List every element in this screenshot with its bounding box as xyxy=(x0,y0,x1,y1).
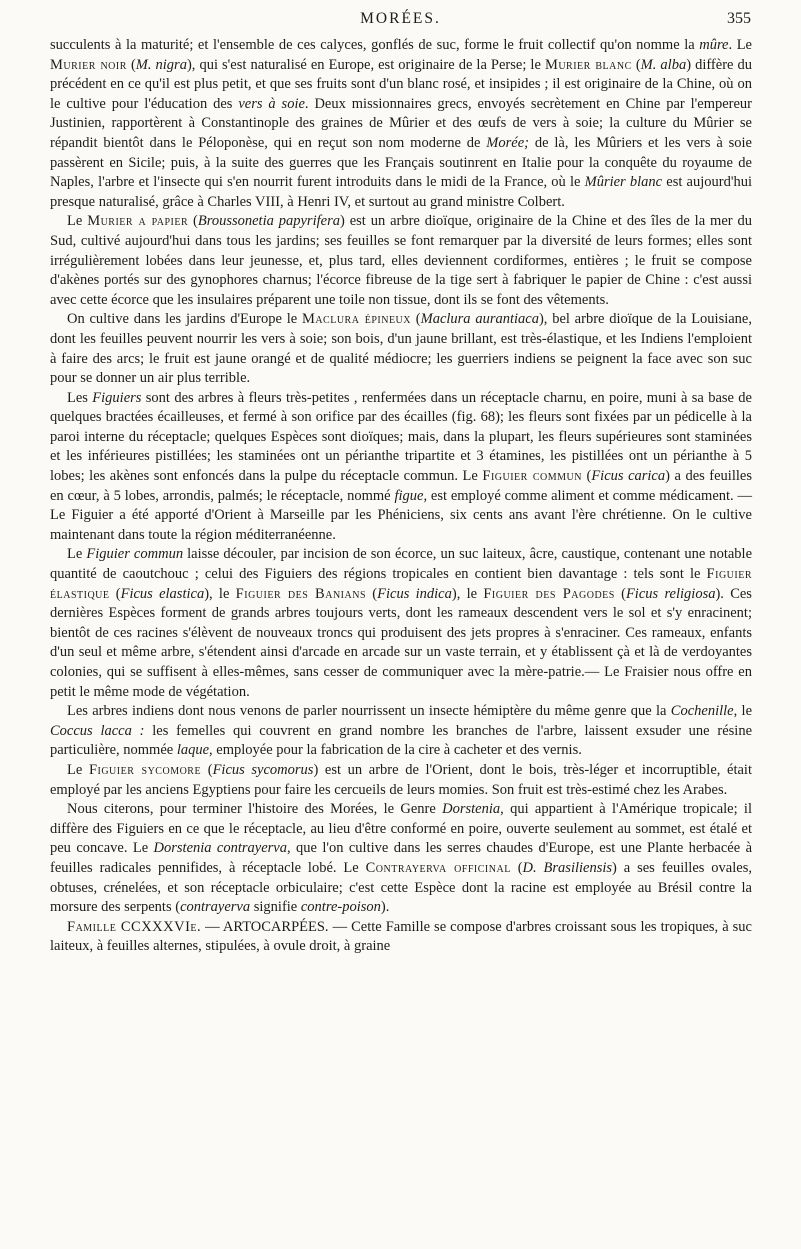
text-run: est aujourd'hui presque naturalisé, grâce à Charles VIII, à Henri IV, et surtout au grand ministre Colbert. xyxy=(50,174,752,210)
italic-run: M. nigra xyxy=(135,56,187,73)
text-run: Nous citerons, pour terminer l'histoire des Morées, le Genre xyxy=(67,801,443,818)
text-run: signifie xyxy=(250,899,301,916)
running-title: MORÉES. xyxy=(360,10,441,27)
text-run: ( xyxy=(581,468,592,485)
italic-run: mûre xyxy=(699,37,729,53)
text-run: . Deux missionnaires grecs, envoyés secrètement en Chine par l'empereur Justinien, rapportèrent à Constantinople des graines de Mûrier et des œufs de vers à soie; la culture du Mûrier se répandit bientôt dans le Péloponèse, qui en reçut son nom moderne de xyxy=(50,95,752,151)
paragraph xyxy=(50,761,752,800)
text-run: ( xyxy=(510,859,523,876)
text-run: On cultive dans les jardins d'Europe le xyxy=(67,311,302,328)
text-run: Les arbres indiens dont nous venons de parler nourrissent un insecte hémiptère du même genre que la xyxy=(67,703,671,720)
italic-run: Ficus indica xyxy=(377,585,452,602)
text-run: , employée pour la fabrication de la cire à cacheter et des vernis. xyxy=(209,742,582,759)
text-run: ( xyxy=(614,585,626,602)
text-run: , le xyxy=(733,703,752,720)
small-caps-run: Contrayerva officinal xyxy=(365,859,511,876)
text-run: ), qui s'est naturalisé en Europe, est originaire de la Perse; le xyxy=(186,56,545,73)
text-run: ( xyxy=(188,213,198,230)
italic-run: Dorstenia xyxy=(442,801,501,818)
text-run: ( xyxy=(366,585,378,602)
text-run: laisse découler, par incision de son écorce, un suc laiteux, âcre, caustique, contenant une notable quantité de caoutchouc ; celui des Figuiers des régions tropicales en contient bien davantage : tels sont le xyxy=(50,546,753,583)
text-run: , qui appartient à l'Amérique tropicale; il diffère des Figuiers en ce que le réceptacle, au lieu d'être conformé en poire, ouverte seulement au sommet, est étalé et peu concave. Le xyxy=(50,801,752,857)
small-caps-run: Figuier des Banians xyxy=(235,585,367,602)
paragraph xyxy=(50,36,752,212)
text-run: . Le xyxy=(728,37,752,53)
italic-run: Ficus elastica xyxy=(120,585,205,602)
italic-run: Ficus religiosa xyxy=(625,585,716,602)
text-run: ) diffère du précédent en ce qu'il est plus petit, et que ses fruits sont d'un blanc rosé, et insipides ; il est originaire de la Chine, où on le cultive pour l'éducation des xyxy=(50,56,752,112)
text-run: , que l'on cultive dans les serres chaudes d'Europe, est une Plante herbacée à feuilles radicales pennifides, à réceptacle lobé. Le xyxy=(50,840,752,876)
italic-run: M. alba xyxy=(640,56,687,73)
small-caps-run: Figuier des Pagodes xyxy=(483,585,615,602)
italic-run: Figuiers xyxy=(92,389,142,406)
text-run: ). Ces dernières Espèces forment de grands arbres toujours verts, dont les rameaux descendent vers le sol et s'y enracinent; bientôt de ces racines s'élèvent de nouveaux troncs qui produisent des jets propres à s'enraciner. Ces rameaux, enfants d'un seul et même arbre, s'étendent ainsi d'arcade en arcade sur un vaste terrain, et y établissent çà et là de verdoyantes colonies, qui se suffisent à elles-mêmes, sans cesser de communiquer avec la mère-patrie.— Le Fraisier nous offre en petit le même mode de végétation. xyxy=(50,585,752,700)
text-run: ) a des feuilles en cœur, à 5 lobes, arrondis, palmés; le réceptacle, nommé xyxy=(50,468,752,504)
italic-run: Broussonetia papyrifera xyxy=(197,213,340,230)
italic-run: Cochenille xyxy=(670,703,734,720)
paragraph xyxy=(50,918,752,957)
text-run: , est employé comme aliment et comme médicament. — Le Figuier a été apporté d'Orient à Marseille par les Phéniciens, six cents ans avant l'ère chrétienne. On le cultive maintenant dans toute la région méditerranéenne. xyxy=(50,487,752,543)
text-run: Le xyxy=(67,213,88,230)
text-run: ( xyxy=(126,56,136,73)
italic-run: Morée; xyxy=(486,134,529,151)
text-run: Le xyxy=(67,546,87,563)
text-run: — ARTOCARPÉES. — Cette Famille se compose d'arbres croissant sous les tropiques, à suc laiteux, à feuilles alternes, stipulées, à ovule droit, à graine xyxy=(50,918,752,955)
text-run: ), bel arbre dioïque de la Louisiane, dont les feuilles peuvent nourrir les vers à soie; son bois, d'un jaune brillant, est très-élastique, et les Indiens l'emploient à faire des arcs; le fruit est jaune orangé et de qualité médiocre; les guerriers indiens se peignent la face avec son suc pour se donner un air plus terrible. xyxy=(50,311,752,387)
text-run: ) est un arbre de l'Orient, dont le bois, très-léger et incorruptible, était employé par les anciens Egyptiens pour faire les cercueils de leurs momies. Son fruit est très-estimé chez les Arabes. xyxy=(50,761,752,798)
italic-run: vers à soie xyxy=(238,95,305,112)
italic-run: contre-poison xyxy=(300,899,381,916)
small-caps-run: Murier a papier xyxy=(87,213,189,230)
text-run: sont des arbres à fleurs très-petites , renfermées dans un réceptacle charnu, en poire, muni à sa base de quelques bractées écailleuses, et fermé à son orifice par des écailles (fig. 68); les fleurs sont fixées par un pédicelle à la paroi interne du réceptacle; quelques Espèces sont dioïques; mais, dans la plupart, les fleurs supérieures sont staminées et les inférieures pistillées; les staminées ont un périanthe tripartite et 3 étamines, les pistillées ont un périanthe à 5 lobes; les akènes sont enfoncés dans la pulpe du réceptacle commun. Le xyxy=(50,389,752,485)
paragraph xyxy=(50,545,752,702)
text-run: ). xyxy=(380,899,390,916)
small-caps-run: Famille CCXXXVIe. xyxy=(67,918,202,935)
text-run: ( xyxy=(411,311,421,328)
paragraph xyxy=(50,800,752,918)
italic-run: Maclura aurantiaca xyxy=(420,311,539,328)
italic-run: contrayerva xyxy=(180,899,251,916)
text-run: ) a ses feuilles ovales, obtuses, crénelées, et son réceptacle orbiculaire; c'est cette Espèce dont la racine est employée au Brésil contre la morsure des serpents ( xyxy=(50,859,752,916)
small-caps-run: Figuier sycomore xyxy=(88,761,202,778)
text-run: ( xyxy=(201,761,213,778)
paragraph xyxy=(50,702,752,761)
small-caps-run: Murier noir xyxy=(50,56,127,73)
italic-run: Figuier commun xyxy=(86,546,184,563)
text-run: ), le xyxy=(451,585,484,602)
text-run: les femelles qui couvrent en grand nombre les branches de l'arbre, laissent exsuder une résine particulière, nommée xyxy=(50,722,753,759)
text-run: ( xyxy=(631,56,641,73)
small-caps-run: Figuier élastique xyxy=(50,566,752,602)
italic-run: Dorstenia contrayerva xyxy=(153,840,287,857)
text-run: ) est un arbre dioïque, originaire de la Chine et des îles de la mer du Sud, cultivé aujourd'hui dans tous les jardins; ses feuilles se font remarquer par la diversité de leurs formes; elles sont irrégulièrement lobées dans leur jeunesse, et, plus tard, elles deviennent cordiformes, entières ; le fruit se compose d'akènes portés sur des gynophores charnus; l'écorce fibreuse de la tige sert à fabriquer le papier de Chine : c'est aussi avec cette écorce que les insulaires préparent une toile non tissue, dont ils se font des vêtements. xyxy=(50,213,752,308)
text-run: succulents à la maturité; et l'ensemble de ces calyces, gonflés de suc, forme le fruit collectif qu'on nomme la xyxy=(50,37,700,53)
body-text xyxy=(50,36,752,957)
text-run: Le xyxy=(67,761,89,778)
italic-run: Coccus lacca : xyxy=(50,722,145,739)
italic-run: Mûrier blanc xyxy=(584,174,663,191)
small-caps-run: Maclura épineux xyxy=(301,311,411,328)
italic-run: figue xyxy=(394,487,424,504)
page-header xyxy=(50,4,751,32)
italic-run: laque xyxy=(176,742,210,759)
text-run: Les xyxy=(67,389,93,406)
text-run: de là, les Mûriers et les vers à soie passèrent en Sicile; puis, à la suite des guerres que les Français soutinrent en Italie pour la conquête du royaume de Naples, l'arbre et l'insecte qui s'en nourrit furent introduits dans le midi de la France, où le xyxy=(50,134,752,191)
small-caps-run: Figuier commun xyxy=(482,468,582,485)
italic-run: D. Brasiliensis xyxy=(522,859,613,876)
paragraph xyxy=(50,310,752,388)
italic-run: Ficus carica xyxy=(591,468,666,485)
page-number: 355 xyxy=(727,10,751,27)
text-run: ( xyxy=(109,585,121,602)
paragraph xyxy=(50,212,752,310)
small-caps-run: Murier blanc xyxy=(544,56,632,73)
text-run: ), le xyxy=(204,585,236,602)
italic-run: Ficus sycomorus xyxy=(212,761,314,778)
paragraph xyxy=(50,389,752,546)
